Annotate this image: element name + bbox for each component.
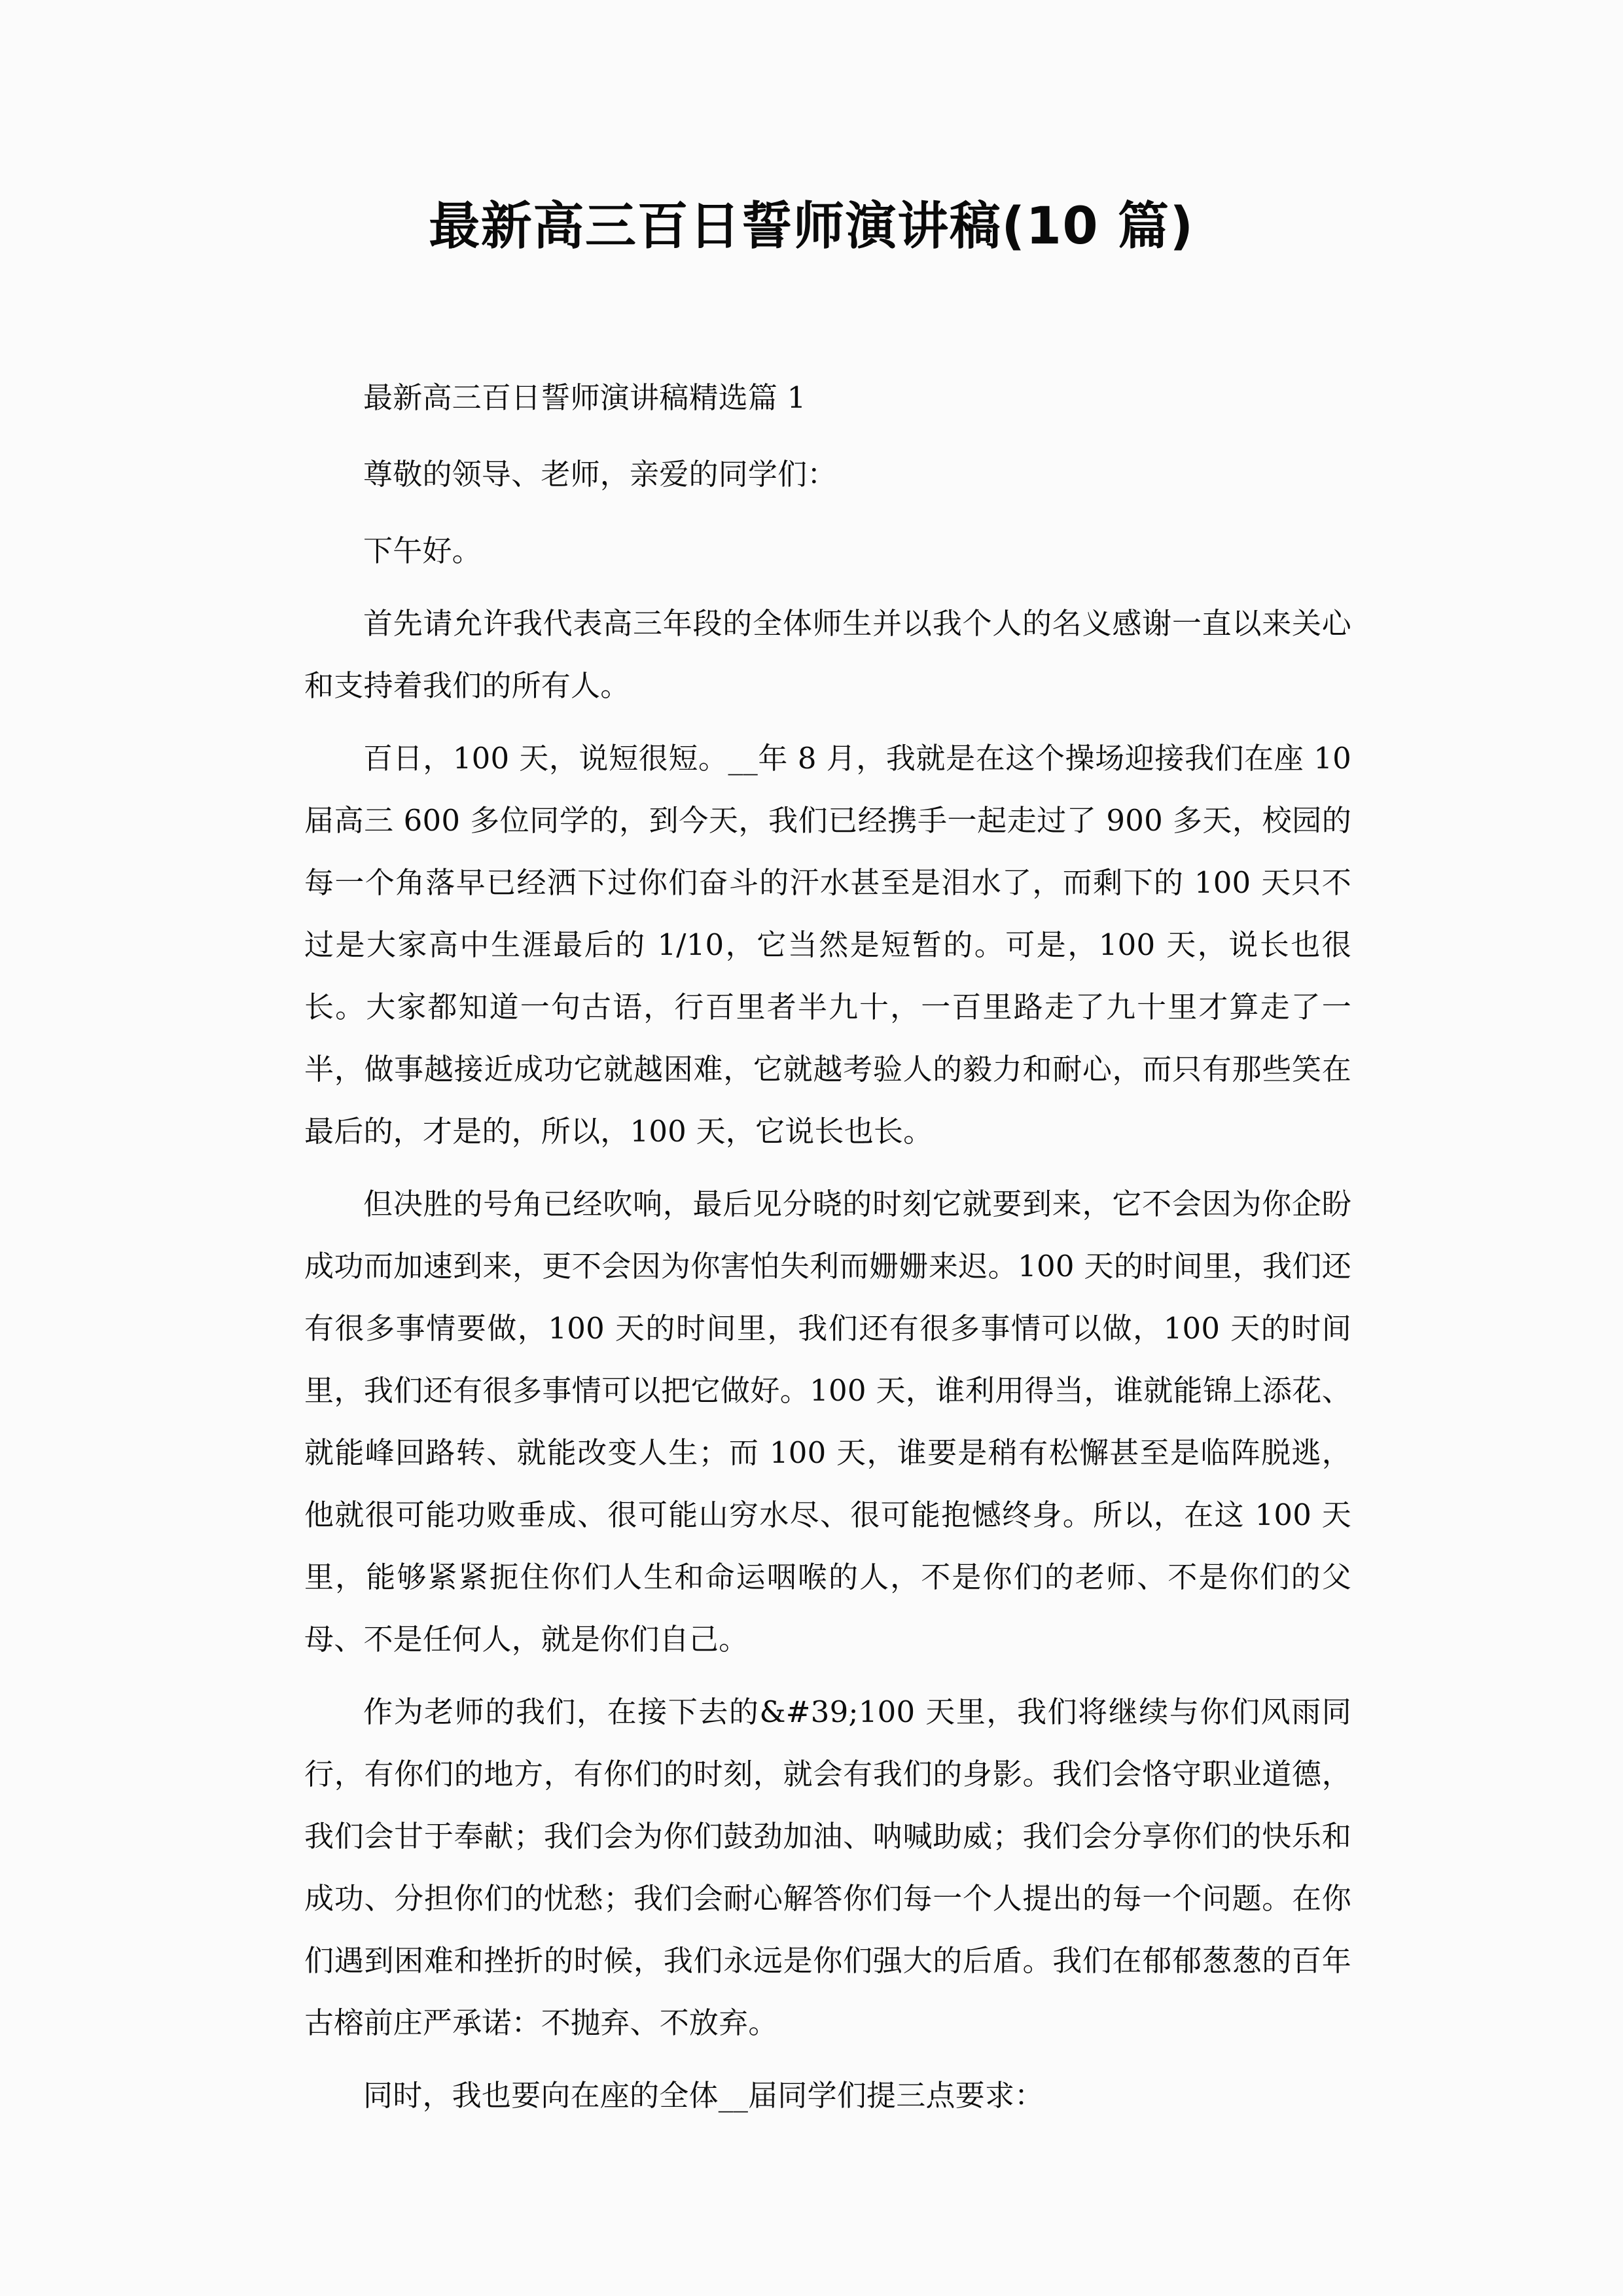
body-paragraph-3: 但决胜的号角已经吹响，最后见分晓的时刻它就要到来，它不会因为你企盼成功而加速到来，更不会因为你害怕失利而姗姗来迟。100 天的时间里，我们还有很多事情要做，100 天的时间里，我们还有很多事情可以做，100 天的时间里，我们还有很多事情可以把它做好。100 天，谁利用得当，谁就能锦上添花、就能峰回路转、就能改变人生；而 100 天，谁要是稍有松懈甚至是临阵脱逃，他就很可能功败垂成、很可能山穷水尽、很可能抱憾终身。所以，在这 100 天里，能够紧紧扼住你们人生和命运咽喉的人，不是你们的老师、不是你们的父母、不是任何人，就是你们自己。 [304,1187,1351,1657]
body-paragraph-2: 百日，100 天，说短很短。__年 8 月，我就是在这个操场迎接我们在座 10 届高三 600 多位同学的，到今天，我们已经携手一起走过了 900 多天，校园的每一个角落早已经洒下过你们奋斗的汗水甚至是泪水了，而剩下的 100 天只不过是大家高中生涯最后的 1/10，它当然是短暂的。可是，100 天，说长也很长。大家都知道一句古语，行百里者半九十，一百里路走了九十里才算走了一半，做事越接近成功它就越困难，它就越考验人的毅力和耐心，而只有那些笑在最后的，才是的，所以，100 天，它说长也长。 [304,741,1351,1149]
body-paragraph-4: 作为老师的我们，在接下去的&#39;100 天里，我们将继续与你们风雨同行，有你们的地方，有你们的时刻，就会有我们的身影。我们会恪守职业道德，我们会甘于奉献；我们会为你们鼓劲加油、呐喊助威；我们会分享你们的快乐和成功、分担你们的忧愁；我们会耐心解答你们每一个人提出的每一个问题。在你们遇到困难和挫折的时候，我们永远是你们强大的后盾。我们在郁郁葱葱的百年古榕前庄严承诺：不抛弃、不放弃。 [304,1695,1351,2040]
document-body [304,367,1351,2126]
body-paragraph-1: 首先请允许我代表高三年段的全体师生并以我个人的名义感谢一直以来关心和支持着我们的所有人。 [304,606,1351,703]
body-paragraph-5: 同时，我也要向在座的全体__届同学们提三点要求： [363,2078,1044,2113]
page-title: 最新高三百日誓师演讲稿(10 篇) [429,197,1194,256]
greeting-line: 下午好。 [363,533,482,568]
salutation-line: 尊敬的领导、老师，亲爱的同学们： [363,457,837,492]
section-heading: 最新高三百日誓师演讲稿精选篇 1 [363,380,806,415]
